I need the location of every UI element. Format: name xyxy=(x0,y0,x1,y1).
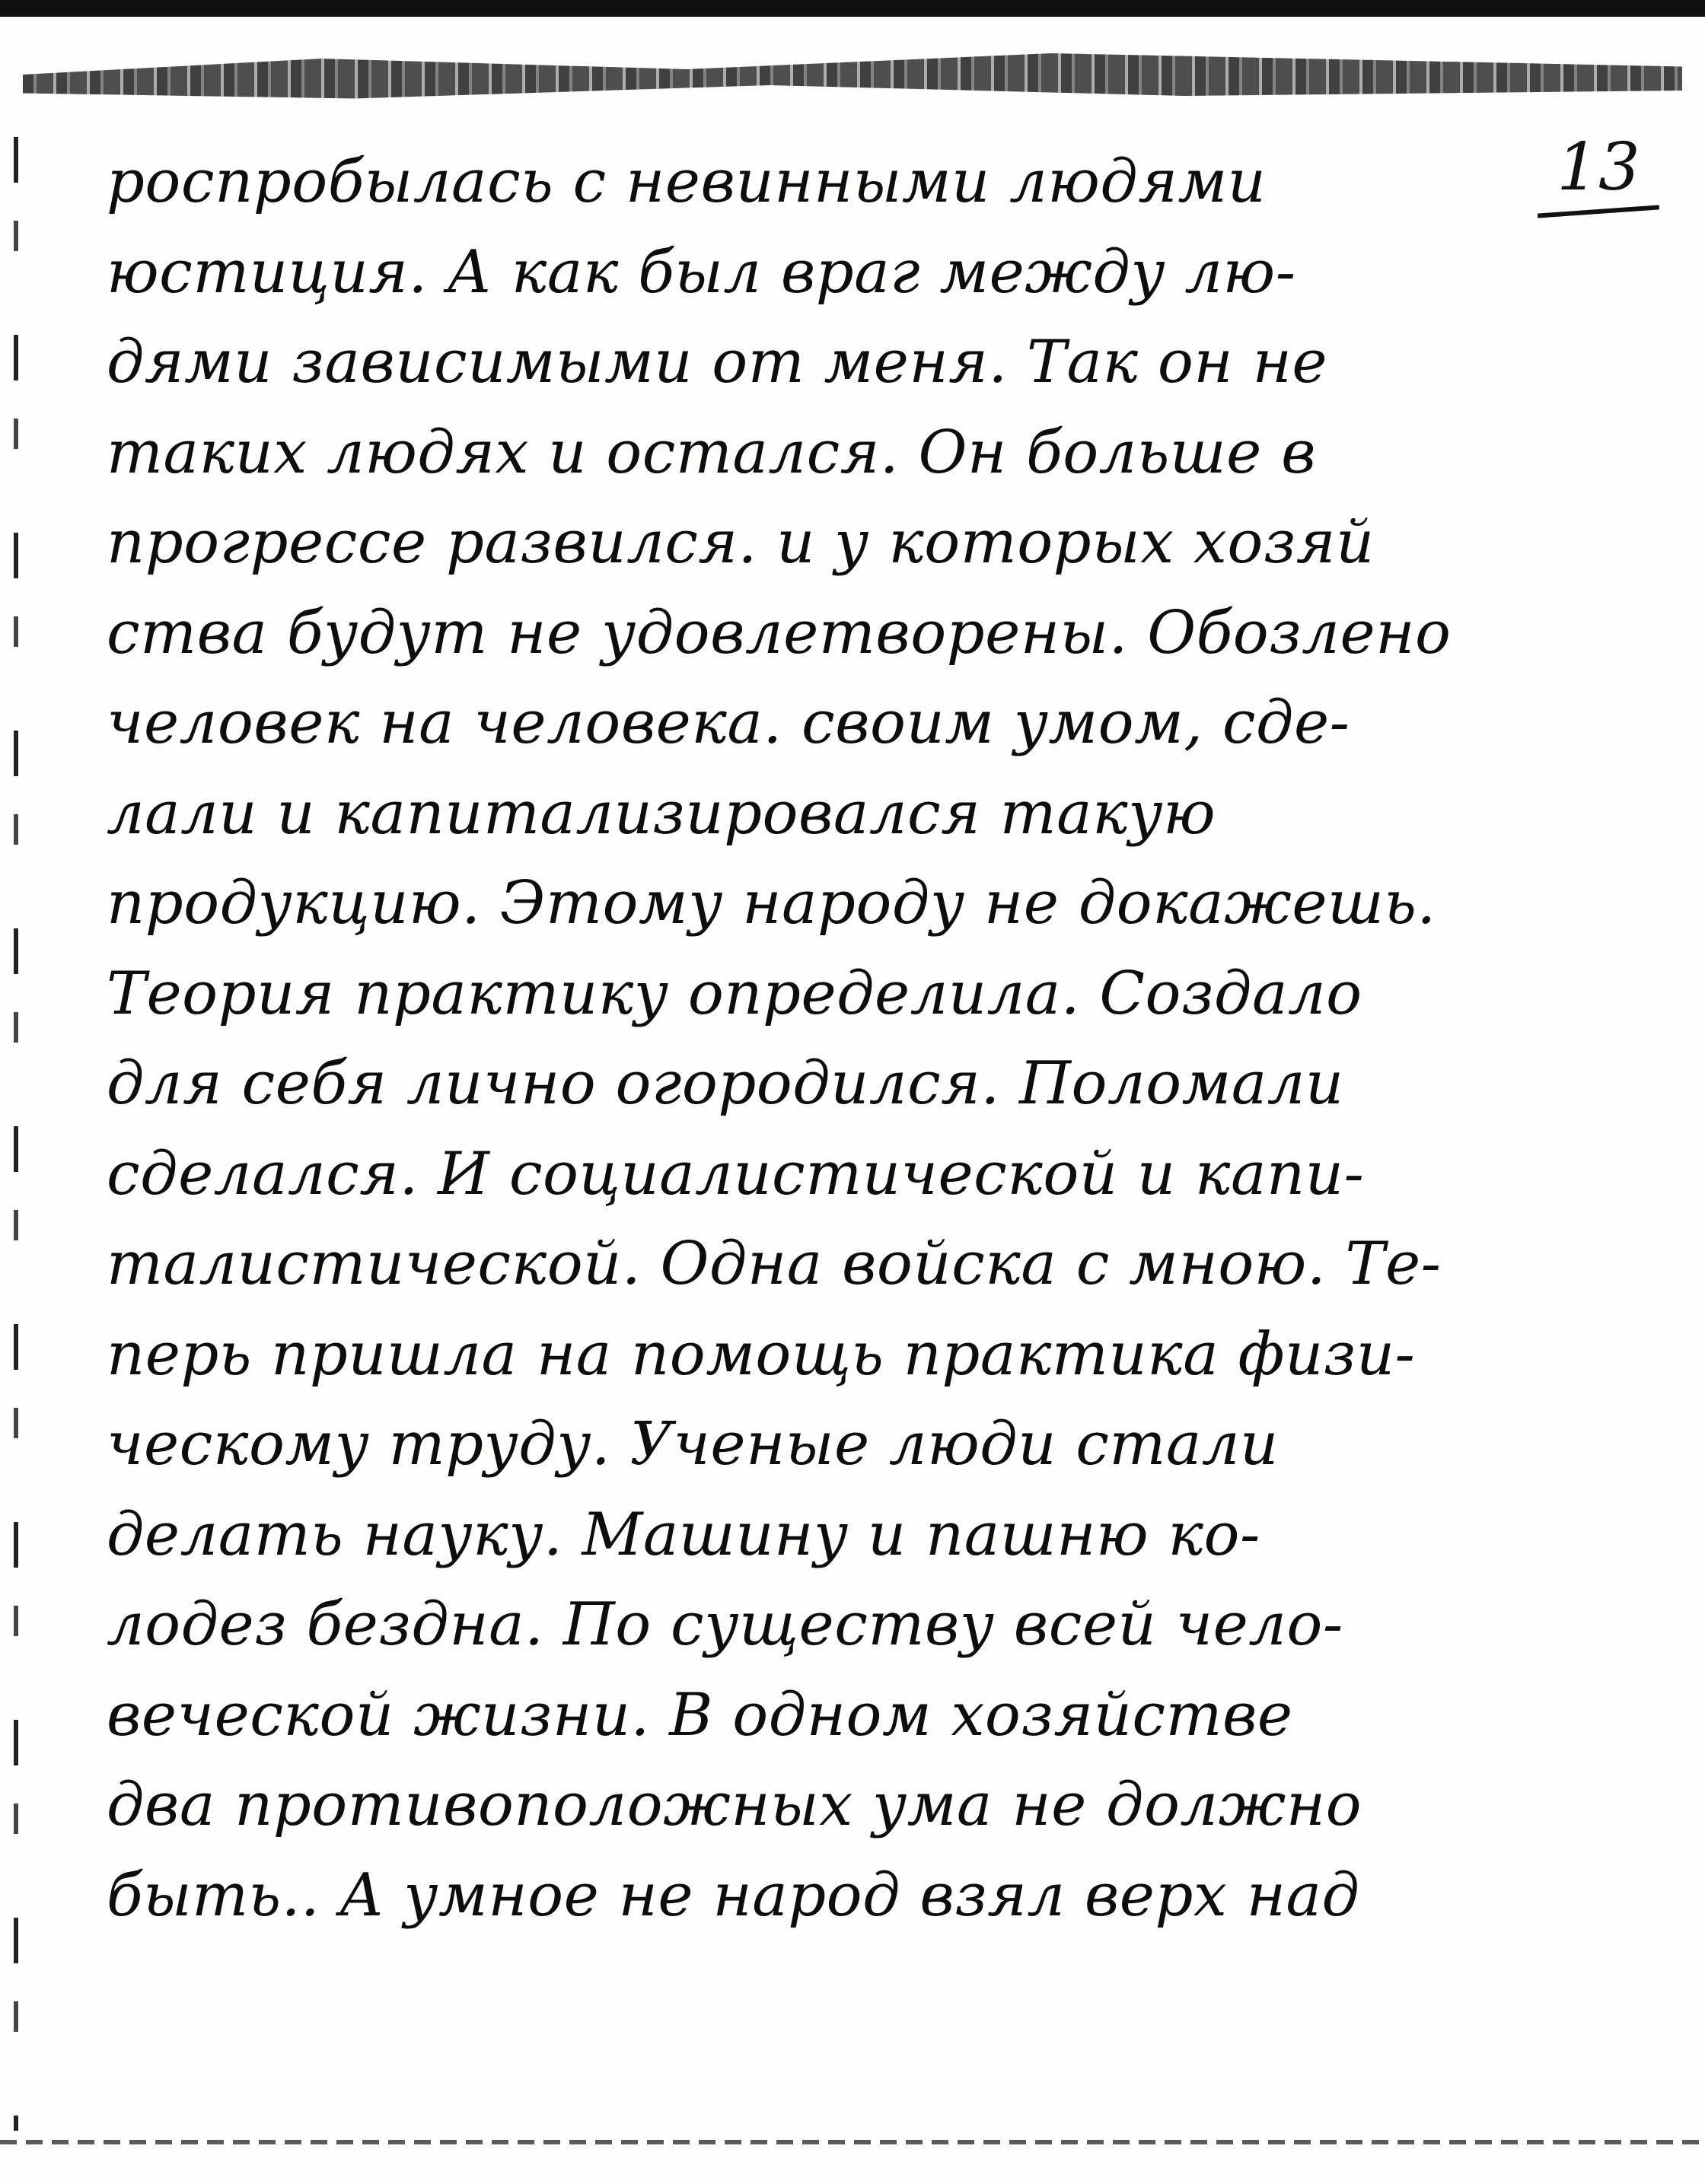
text-line: ческому труду. Ученые люди стали xyxy=(107,1410,1279,1479)
text-line: лали и капитализировался такую xyxy=(107,778,1216,848)
text-line: таких людях и остался. Он больше в xyxy=(107,418,1317,487)
text-line: роспробылась с невинными людями xyxy=(107,148,1267,216)
text-line: быть.. А умное не народ взял верх над xyxy=(107,1861,1360,1930)
text-line: для себя лично огородился. Поломали xyxy=(107,1049,1344,1118)
text-line: талистической. Одна войска с мною. Те- xyxy=(107,1230,1442,1298)
text-line: дями зависимыми от меня. Так он не xyxy=(107,328,1328,396)
text-line: делать науку. Машину и пашню ко- xyxy=(107,1500,1260,1569)
text-line: юстиция. А как был враг между лю- xyxy=(107,237,1296,307)
handwritten-text xyxy=(107,137,1576,1940)
scan-top-edge xyxy=(0,0,1705,17)
text-line: Теория практику определила. Создало xyxy=(107,959,1362,1028)
text-line: человек на человека. своим умом, сде- xyxy=(107,689,1350,757)
scan-bottom-edge xyxy=(0,2140,1705,2144)
text-line: веческой жизни. В одном хозяйстве xyxy=(107,1680,1293,1749)
text-line: ства будут не удовлетворены. Обозлено xyxy=(107,598,1452,667)
text-line: два противоположных ума не должно xyxy=(107,1771,1362,1839)
text-line: продукцию. Этому народу не докажешь. xyxy=(107,869,1436,938)
text-line: лодез бездна. По существу всей чело- xyxy=(107,1590,1343,1659)
text-line: сделался. И социалистической и капи- xyxy=(107,1139,1365,1208)
scan-left-margin xyxy=(14,137,18,2131)
text-line: прогрессе развился. и у которых хозяй xyxy=(107,508,1375,577)
page-number: 13 xyxy=(1557,129,1640,205)
text-line: перь пришла на помощь практика физи- xyxy=(107,1320,1416,1389)
scan-artifact-band xyxy=(23,53,1682,107)
